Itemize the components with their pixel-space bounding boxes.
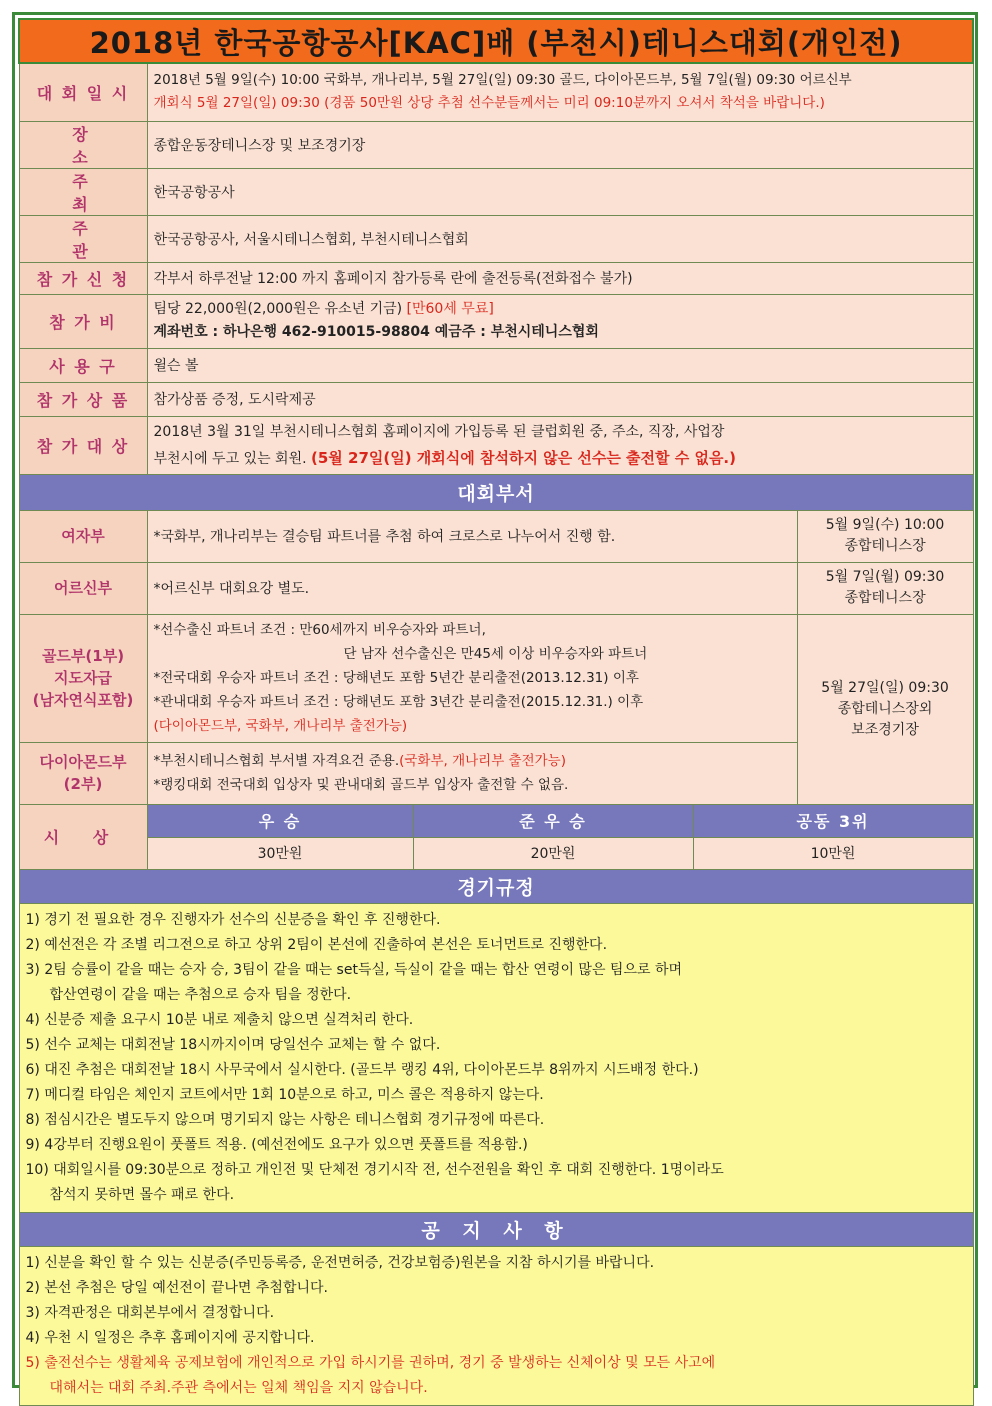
- rule-item: 9) 4강부터 진행요원이 풋폴트 적용. (예선전에도 요구가 있으면 풋폴트를 적용함.): [25, 1136, 528, 1153]
- page-title: 2018년 한국공항공사[KAC]배 (부천시)테니스대회(개인전): [19, 19, 973, 63]
- rules-header: 경기규정: [19, 869, 973, 903]
- date-value: [147, 63, 973, 121]
- gold-diamond-schedule: [797, 614, 973, 804]
- notices-header: 공 지 사 항: [19, 1212, 973, 1246]
- rule-item: 8) 점심시간은 별도두지 않으며 명기되지 않는 사항은 테니스협회 경기규정에 따른다.: [25, 1111, 545, 1128]
- notice-item-warning: 대해서는 대회 주최.주관 측에서는 일체 책임을 지지 않습니다.: [49, 1379, 428, 1396]
- diamond-rule: *부천시테니스협회 부서별 자격요건 준용.: [153, 753, 400, 769]
- gold-division-label: [19, 614, 147, 742]
- organizer-value: 한국공항공사, 서울시테니스협회, 부천시테니스협회: [147, 215, 973, 262]
- notice-item: 2) 본선 추첨은 당일 예선전이 끝나면 추첨합니다.: [25, 1279, 328, 1296]
- fee-free-note: [만60세 무료]: [406, 301, 494, 317]
- gold-label-3: (남자연식포함): [32, 691, 134, 709]
- diamond-label-2: (2부): [63, 775, 103, 793]
- women-venue: 종합테니스장: [844, 538, 926, 554]
- place-label: 장 소: [19, 121, 147, 168]
- award-header-3rd: 공동 3위: [693, 804, 973, 837]
- notices-list: [19, 1246, 973, 1405]
- women-division-label: 여자부: [19, 510, 147, 562]
- fee-value: [147, 294, 973, 348]
- target-warning: (5월 27일(일) 개회식에 참석하지 않은 선수는 출전할 수 없음.): [311, 448, 736, 467]
- award-prize-1st: 30만원: [147, 837, 413, 869]
- date-label: 대 회 일 시: [19, 63, 147, 121]
- rule-item: 참석지 못하면 몰수 패로 한다.: [49, 1186, 235, 1203]
- ball-value: 윌슨 볼: [147, 348, 973, 382]
- gold-label-1: 골드부(1부): [41, 647, 125, 665]
- diamond-rule: *랭킹대회 전국대회 입상자 및 관내대회 골드부 입상자 출전할 수 없음.: [153, 777, 569, 793]
- target-label: 참 가 대 상: [19, 416, 147, 474]
- target-value: [147, 416, 973, 474]
- gold-rule: *전국대회 우승자 파트너 조건 : 당해년도 포함 5년간 분리출전(2013.12.31) 이후: [153, 670, 639, 686]
- gold-division-desc: [147, 614, 797, 742]
- women-division-schedule: [797, 510, 973, 562]
- rule-item: 3) 2팀 승률이 같을 때는 승자 승, 3팀이 같을 때는 set득실, 득실이 같을 때는 합산 연령이 많은 팀으로 하며: [25, 961, 682, 978]
- rule-item: 합산연령이 같을 때는 추첨으로 승자 팀을 정한다.: [49, 986, 352, 1003]
- senior-division-label: 어르신부: [19, 562, 147, 614]
- opening-ceremony-line: 개회식 5월 27일(일) 09:30 (경품 50만원 상당 추첨 선수분들께서는 미리 09:10분까지 오셔서 착석을 바랍니다.): [153, 95, 825, 112]
- diamond-division-desc: [147, 742, 797, 804]
- notice-item-warning: 5) 출전선수는 생활체육 공제보험에 개인적으로 가입 하시기를 권하며, 경기 중 발생하는 신체이상 및 모든 사고에: [25, 1354, 716, 1371]
- diamond-label-1: 다이아몬드부: [39, 753, 127, 771]
- gold-venue-2: 보조경기장: [851, 721, 919, 738]
- rule-item: 6) 대진 추첨은 대회전날 18시 사무국에서 실시한다. (골드부 랭킹 4위, 다이아몬드부 8위까지 시드배정 한다.): [25, 1061, 699, 1078]
- fee-label: 참 가 비: [19, 294, 147, 348]
- rule-item: 2) 예선전은 각 조별 리그전으로 하고 상위 2팀이 본선에 진출하여 본선은 토너먼트로 진행한다.: [25, 936, 608, 953]
- rule-item: 10) 대회일시를 09:30분으로 정하고 개인전 및 단체전 경기시작 전, 선수전원을 확인 후 대회 진행한다. 1명이라도: [25, 1161, 724, 1178]
- document: [18, 18, 972, 1406]
- senior-venue: 종합테니스장: [844, 590, 926, 606]
- ball-label: 사 용 구: [19, 348, 147, 382]
- fee-text: 팀당 22,000원(2,000원은 유소년 기금): [153, 301, 407, 317]
- senior-division-schedule: [797, 562, 973, 614]
- women-date: 5월 9일(수) 10:00: [825, 517, 945, 533]
- organizer-label: 주 관: [19, 215, 147, 262]
- apply-value: 각부서 하루전날 12:00 까지 홈페이지 참가등록 란에 출전등록(전화접수 불가): [147, 262, 973, 294]
- rule-item: 1) 경기 전 필요한 경우 진행자가 선수의 신분증을 확인 후 진행한다.: [25, 911, 441, 928]
- women-division-desc: *국화부, 개나리부는 결승팀 파트너를 추첨 하여 크로스로 나누어서 진행 함.: [147, 510, 797, 562]
- host-label: 주 최: [19, 168, 147, 215]
- divisions-header: 대회부서: [19, 474, 973, 510]
- gold-venue: 종합테니스장외: [837, 700, 933, 717]
- diamond-division-label: [19, 742, 147, 804]
- rule-item: 4) 신분증 제출 요구시 10분 내로 제출치 않으면 실격처리 한다.: [25, 1011, 414, 1028]
- date-line: 2018년 5월 9일(수) 10:00 국화부, 개나리부, 5월 27일(일) 09:30 골드, 다이아몬드부, 5월 7일(월) 09:30 어르신부: [153, 72, 852, 89]
- rule-item: 5) 선수 교체는 대회전날 18시까지이며 당일선수 교체는 할 수 없다.: [25, 1036, 441, 1053]
- host-value: 한국공항공사: [147, 168, 973, 215]
- gift-label: 참 가 상 품: [19, 382, 147, 416]
- gold-label-2: 지도자급: [54, 669, 112, 687]
- senior-date: 5월 7일(월) 09:30: [825, 569, 945, 585]
- target-line-2: 부천시에 두고 있는 회원.: [153, 450, 311, 467]
- gift-value: 참가상품 증정, 도시락제공: [147, 382, 973, 416]
- senior-division-desc: *어르신부 대회요강 별도.: [147, 562, 797, 614]
- rules-list: [19, 903, 973, 1212]
- notice-item: 4) 우천 시 일정은 추후 홈페이지에 공지합니다.: [25, 1329, 315, 1346]
- gold-rule: *관내대회 우승자 파트너 조건 : 당해년도 포함 3년간 분리출전(2015.12.31.) 이후: [153, 694, 644, 710]
- diamond-eligible-note: (국화부, 개나리부 출전가능): [399, 753, 566, 769]
- award-prize-3rd: 10만원: [693, 837, 973, 869]
- bank-account: 계좌번호 : 하나은행 462-910015-98804 예금주 : 부천시테니스협회: [153, 324, 599, 340]
- notice-item: 3) 자격판정은 대회본부에서 결정합니다.: [25, 1304, 275, 1321]
- award-prize-2nd: 20만원: [413, 837, 693, 869]
- info-table: [18, 18, 974, 1406]
- award-header-1st: 우 승: [147, 804, 413, 837]
- award-header-2nd: 준 우 승: [413, 804, 693, 837]
- gold-rule: 단 남자 선수출신은 만45세 이상 비우승자와 파트너: [343, 646, 648, 662]
- place-value: 종합운동장테니스장 및 보조경기장: [147, 121, 973, 168]
- gold-eligible-note: (다이아몬드부, 국화부, 개나리부 출전가능): [153, 718, 408, 734]
- awards-label: 시 상: [19, 804, 147, 869]
- gold-rule: *선수출신 파트너 조건 : 만60세까지 비우승자와 파트너,: [153, 622, 486, 638]
- apply-label: 참 가 신 청: [19, 262, 147, 294]
- gold-date: 5월 27일(일) 09:30: [821, 679, 949, 696]
- target-line: 2018년 3월 31일 부천시테니스협회 홈페이지에 가입등록 된 클럽회원 중, 주소, 직장, 사업장: [153, 423, 725, 440]
- notice-item: 1) 신분을 확인 할 수 있는 신분증(주민등록증, 운전면허증, 건강보험증)원본을 지참 하시기를 바랍니다.: [25, 1254, 655, 1271]
- rule-item: 7) 메디컬 타임은 체인지 코트에서만 1회 10분으로 하고, 미스 콜은 적용하지 않는다.: [25, 1086, 544, 1103]
